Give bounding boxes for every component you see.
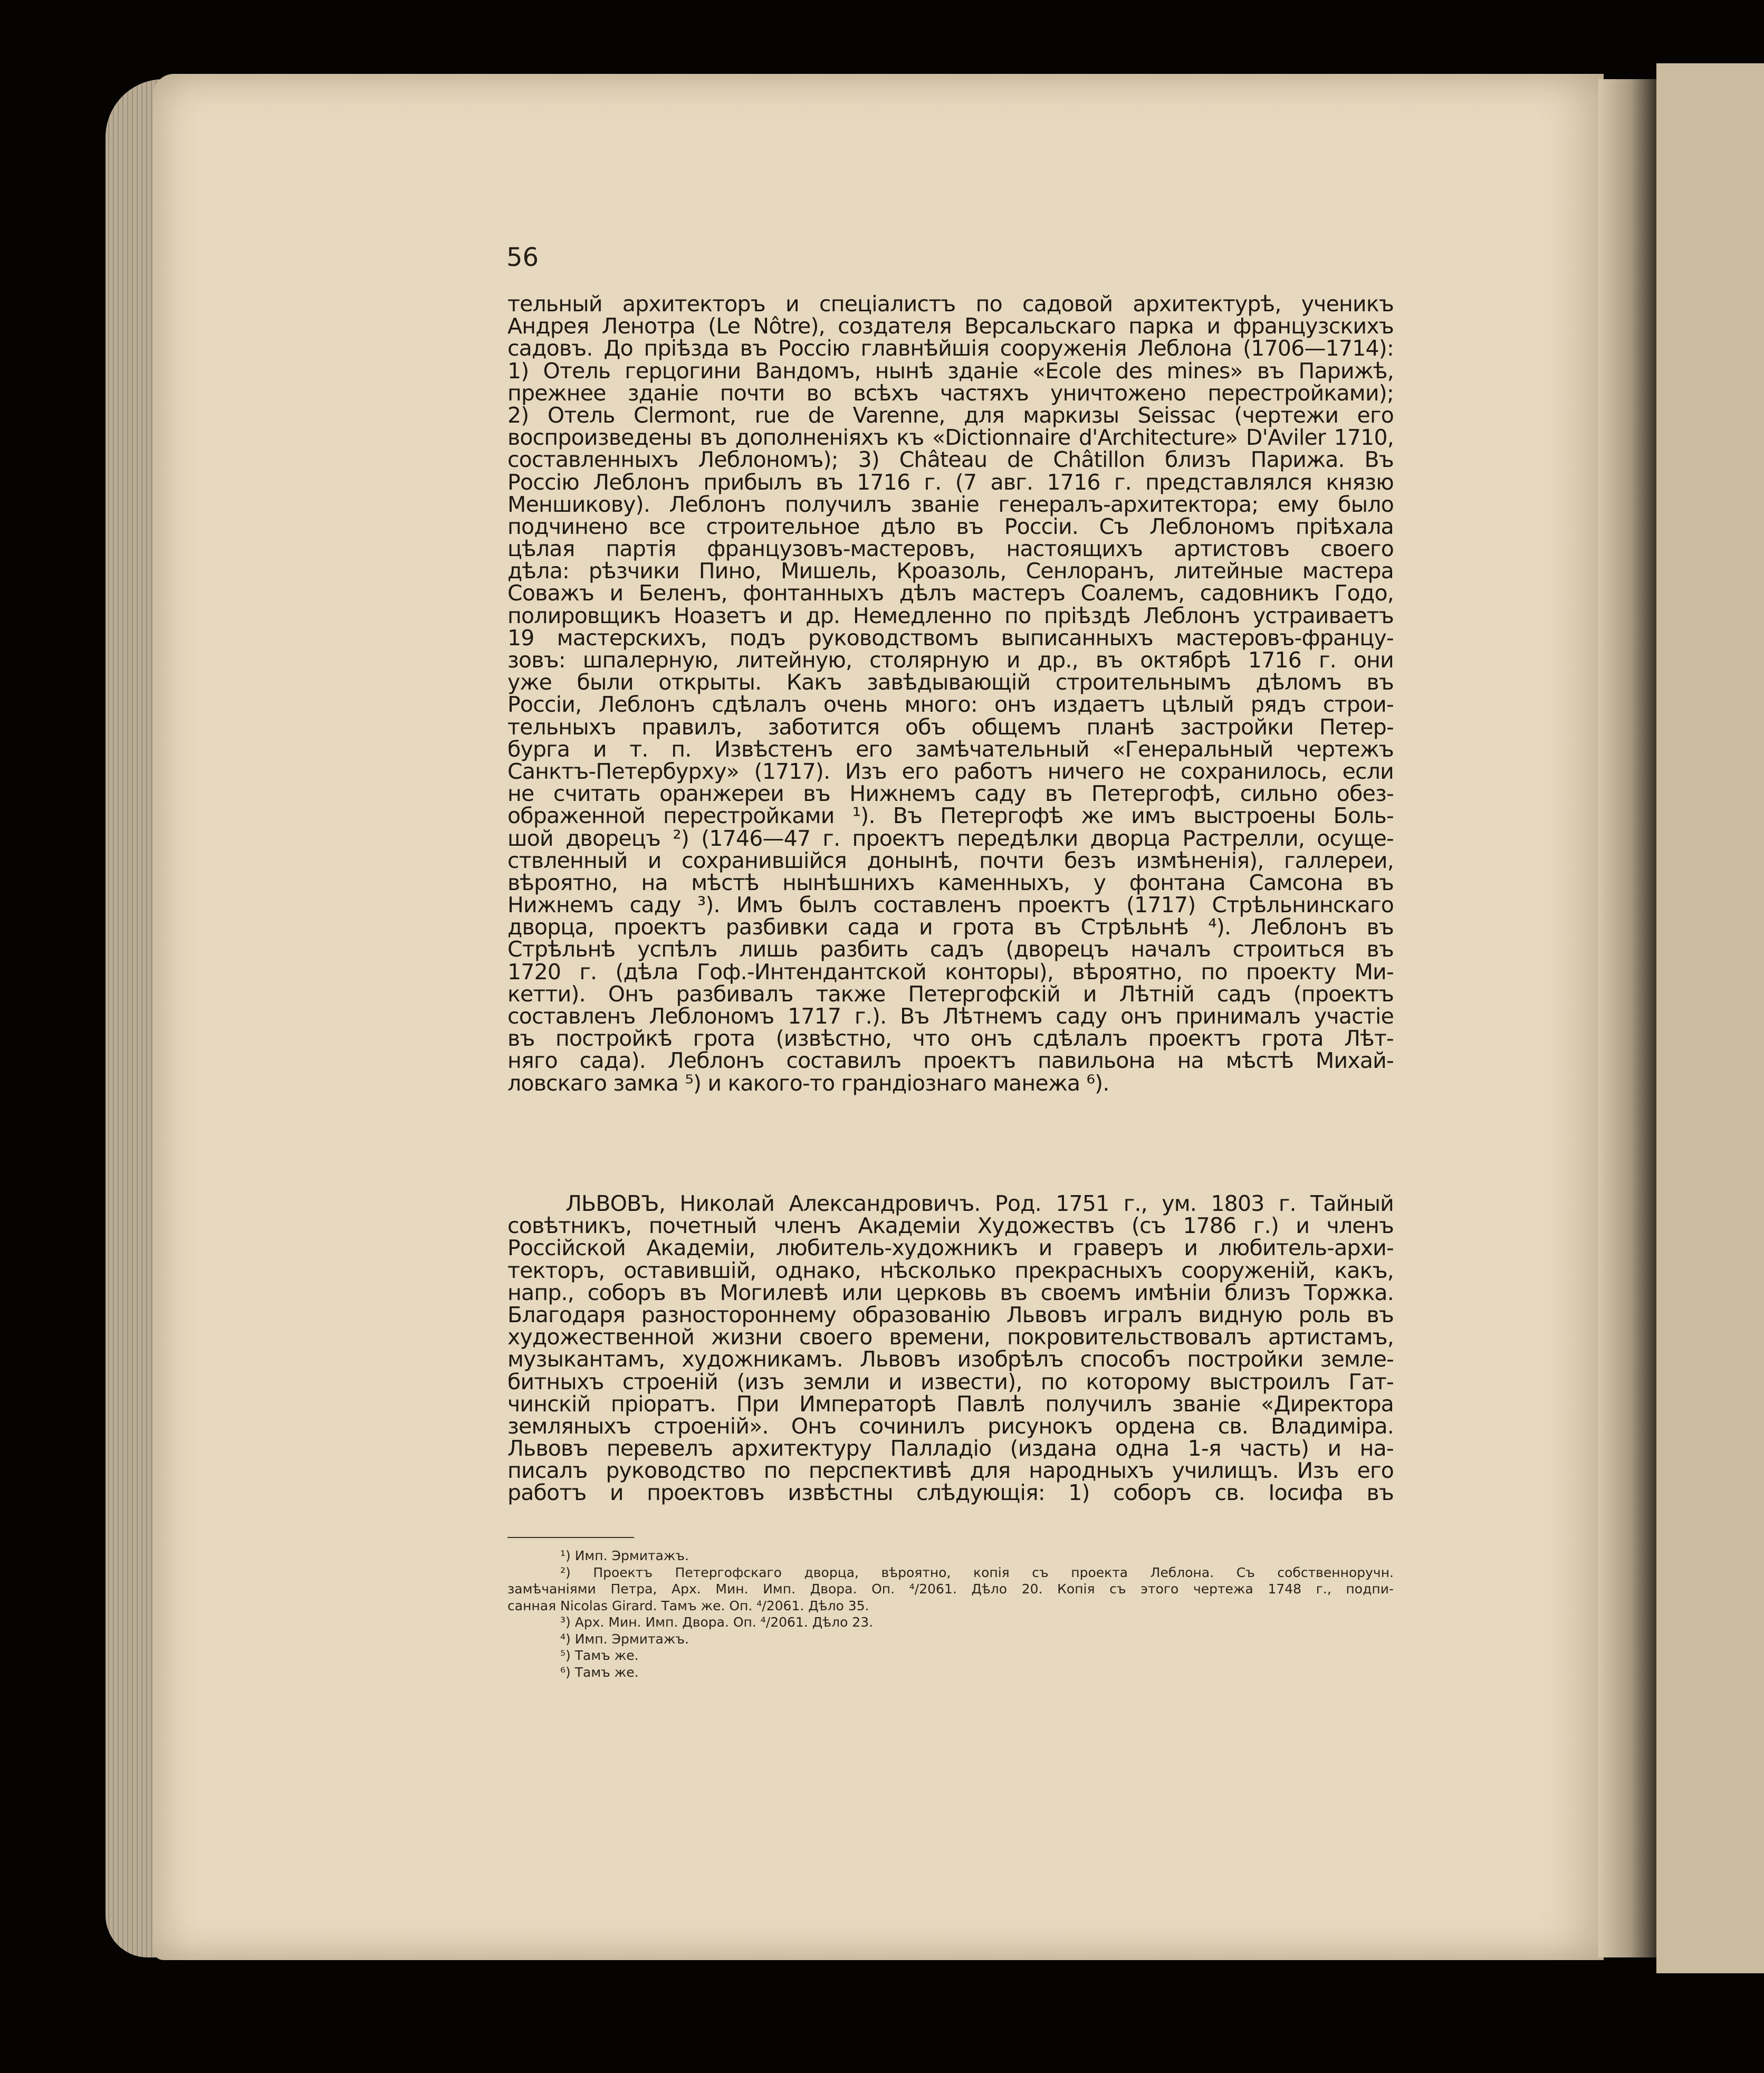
footnote-line: ⁶) Тамъ же.	[560, 1664, 639, 1680]
text-line: вѣроятно, на мѣстѣ нынѣшнихъ каменныхъ, у фонтана Самсона въ	[507, 870, 1394, 895]
text-line: Благодаря разностороннему образованію Львовъ игралъ видную роль въ	[507, 1302, 1394, 1327]
text-line: не считать оранжереи въ Нижнемъ саду въ Петергофѣ, сильно обез-	[507, 781, 1394, 807]
text-line: музыкантамъ, художникамъ. Львовъ изобрѣлъ способъ постройки земле-	[507, 1346, 1394, 1372]
text-line: въ постройкѣ грота (извѣстно, что онъ сдѣлалъ проектъ грота Лѣт-	[507, 1026, 1394, 1052]
page-number: 56	[506, 243, 539, 272]
text-line: тельныхъ правилъ, заботится объ общемъ планѣ застройки Петер-	[507, 714, 1394, 740]
text-line: составленъ Леблономъ 1717 г.). Въ Лѣтнемъ саду онъ принималъ участіе	[507, 1004, 1394, 1029]
text-line: напр., соборъ въ Могилевѣ или церковь въ своемъ имѣніи близъ Торжка.	[507, 1279, 1394, 1305]
text-line: Нижнемъ саду ³). Имъ былъ составленъ проектъ (1717) Стрѣльнинскаго	[507, 892, 1394, 918]
text-line: Россійской Академіи, любитель-художникъ и граверъ и любитель-архи-	[507, 1235, 1394, 1261]
text-line: чинскій пріоратъ. При Императорѣ Павлѣ получилъ званіе «Директора	[507, 1391, 1394, 1417]
text-line: полировщикъ Ноазетъ и др. Немедленно по пріѣздѣ Леблонъ устраиваетъ	[507, 603, 1394, 628]
text-line: 1) Отель герцогини Вандомъ, нынѣ зданіе «Ecole des mines» въ Парижѣ,	[507, 358, 1394, 384]
text-line: прежнее зданіе почти во всѣхъ частяхъ уничтожено перестройками);	[507, 380, 1394, 406]
text-line: уже были открыты. Какъ завѣдывающій строительнымъ дѣломъ въ	[507, 670, 1394, 695]
page-gutter-shadow	[1598, 79, 1656, 1957]
footnote-rule	[507, 1537, 634, 1538]
text-line: Львовъ перевелъ архитектуру Палладіо (издана одна 1-я часть) и на-	[507, 1436, 1394, 1461]
text-line: Россію Леблонъ прибылъ въ 1716 г. (7 авг. 1716 г. представлялся князю	[507, 469, 1394, 495]
paragraph-leblond	[507, 293, 1394, 1094]
text-line: земляныхъ строеній». Онъ сочинилъ рисунокъ ордена св. Владиміра.	[507, 1413, 1394, 1439]
text-line: Стрѣльнѣ успѣлъ лишь разбить садъ (дворецъ началъ строиться въ	[507, 937, 1394, 962]
text-line: писалъ руководство по перспективѣ для народныхъ училищъ. Изъ его	[507, 1458, 1394, 1484]
text-line: тельный архитекторъ и спеціалистъ по садовой архитектурѣ, ученикъ	[507, 291, 1394, 317]
adjacent-page	[1656, 63, 1764, 1973]
text-line: 19 мастерскихъ, подъ руководствомъ выписанныхъ мастеровъ-францу-	[507, 625, 1394, 651]
footnote-line: ¹) Имп. Эрмитажъ.	[560, 1548, 689, 1563]
text-line: ствленный и сохранившійся донынѣ, почти безъ измѣненія), галлереи,	[507, 847, 1394, 873]
text-line: дворца, проектъ разбивки сада и грота въ Стрѣльнѣ ⁴). Леблонъ въ	[507, 914, 1394, 940]
text-line: ловскаго замка ⁵) и какого-то грандіознаго манежа ⁶).	[507, 1070, 1109, 1096]
text-line: дѣла: рѣзчики Пино, Мишель, Кроазоль, Сенлоранъ, литейные мастера	[507, 558, 1394, 584]
footnote-line: ³) Арх. Мин. Имп. Двора. Оп. ⁴/2061. Дѣло 23.	[560, 1615, 874, 1630]
text-line: совѣтникъ, почетный членъ Академіи Художествъ (съ 1786 г.) и членъ	[507, 1213, 1394, 1239]
text-line: садовъ. До пріѣзда въ Россію главнѣйшія сооруженія Леблона (1706—1714):	[507, 336, 1394, 361]
text-line: Россіи, Леблонъ сдѣлалъ очень много: онъ издаетъ цѣлый рядъ строи-	[507, 692, 1394, 718]
text-line: Андрея Ленотра (Le Nôtre), создателя Версальскаго парка и французскихъ	[507, 313, 1394, 339]
text-line: Соважъ и Беленъ, фонтанныхъ дѣлъ мастеръ Соалемъ, садовникъ Годо,	[507, 580, 1394, 606]
text-line: воспроизведены въ дополненіяхъ къ «Dictionnaire d'Architecture» D'Aviler 1710,	[507, 425, 1394, 451]
text-line: подчинено все строительное дѣло въ Россіи. Съ Леблономъ пріѣхала	[507, 513, 1394, 539]
text-line: работъ и проектовъ извѣстны слѣдующія: 1) соборъ св. Іосифа въ	[507, 1480, 1394, 1506]
text-line: Санктъ-Петербурху» (1717). Изъ его работъ ничего не сохранилось, если	[507, 758, 1394, 784]
text-line: зовъ: шпалерную, литейную, столярную и др., въ октябрѣ 1716 г. они	[507, 647, 1394, 673]
text-line: няго сада). Леблонъ составилъ проектъ павильона на мѣстѣ Михай-	[507, 1048, 1394, 1074]
text-line: цѣлая партія французовъ-мастеровъ, настоящихъ артистовъ своего	[507, 536, 1394, 562]
footnote-line: санная Nicolas Girard. Тамъ же. Оп. ⁴/2061. Дѣло 35.	[507, 1598, 869, 1613]
text-line: кетти). Онъ разбивалъ также Петергофскій и Лѣтній садъ (проектъ	[507, 981, 1394, 1007]
footnote-line: ²) Проектъ Петергофскаго дворца, вѣроятно, копія съ проекта Леблона. Съ собственноручн.	[560, 1564, 1394, 1580]
text-line: ображенной перестройками ¹). Въ Петергофѣ же имъ выстроены Боль-	[507, 803, 1394, 829]
footnote-line: ⁵) Тамъ же.	[560, 1648, 639, 1663]
text-line: Меншикову). Леблонъ получилъ званіе генералъ-архитектора; ему было	[507, 491, 1394, 517]
footnotes	[507, 1547, 1394, 1680]
text-line: текторъ, оставившій, однако, нѣсколько прекрасныхъ сооруженій, какъ,	[507, 1257, 1394, 1283]
text-line: составленныхъ Леблономъ); 3) Château de Châtillon близъ Парижа. Въ	[507, 447, 1394, 473]
text-line: 1720 г. (дѣла Гоф.-Интендантской конторы), вѣроятно, по проекту Ми-	[507, 959, 1394, 985]
paragraph-lvov	[507, 1192, 1394, 1504]
text-line: ЛЬВОВЪ, Николай Александровичъ. Род. 1751 г., ум. 1803 г. Тайный	[565, 1191, 1394, 1216]
text-line: бурга и т. п. Извѣстенъ его замѣчательный «Генеральный чертежъ	[507, 736, 1394, 762]
footnote-line: замѣчаніями Петра, Арх. Мин. Имп. Двора. Оп. ⁴/2061. Дѣло 20. Копія съ этого чертежа 1748 г., подпи-	[507, 1581, 1394, 1597]
text-line: шой дворецъ ²) (1746—47 г. проектъ передѣлки дворца Растрелли, осуще-	[507, 825, 1394, 851]
text-line: 2) Отель Clermont, rue de Varenne, для маркизы Seissac (чертежи его	[507, 402, 1394, 428]
text-line: битныхъ строеній (изъ земли и извести), по которому выстроилъ Гат-	[507, 1369, 1394, 1394]
footnote-line: ⁴) Имп. Эрмитажъ.	[560, 1631, 689, 1647]
text-line: художественной жизни своего времени, покровительствовалъ артистамъ,	[507, 1324, 1394, 1350]
